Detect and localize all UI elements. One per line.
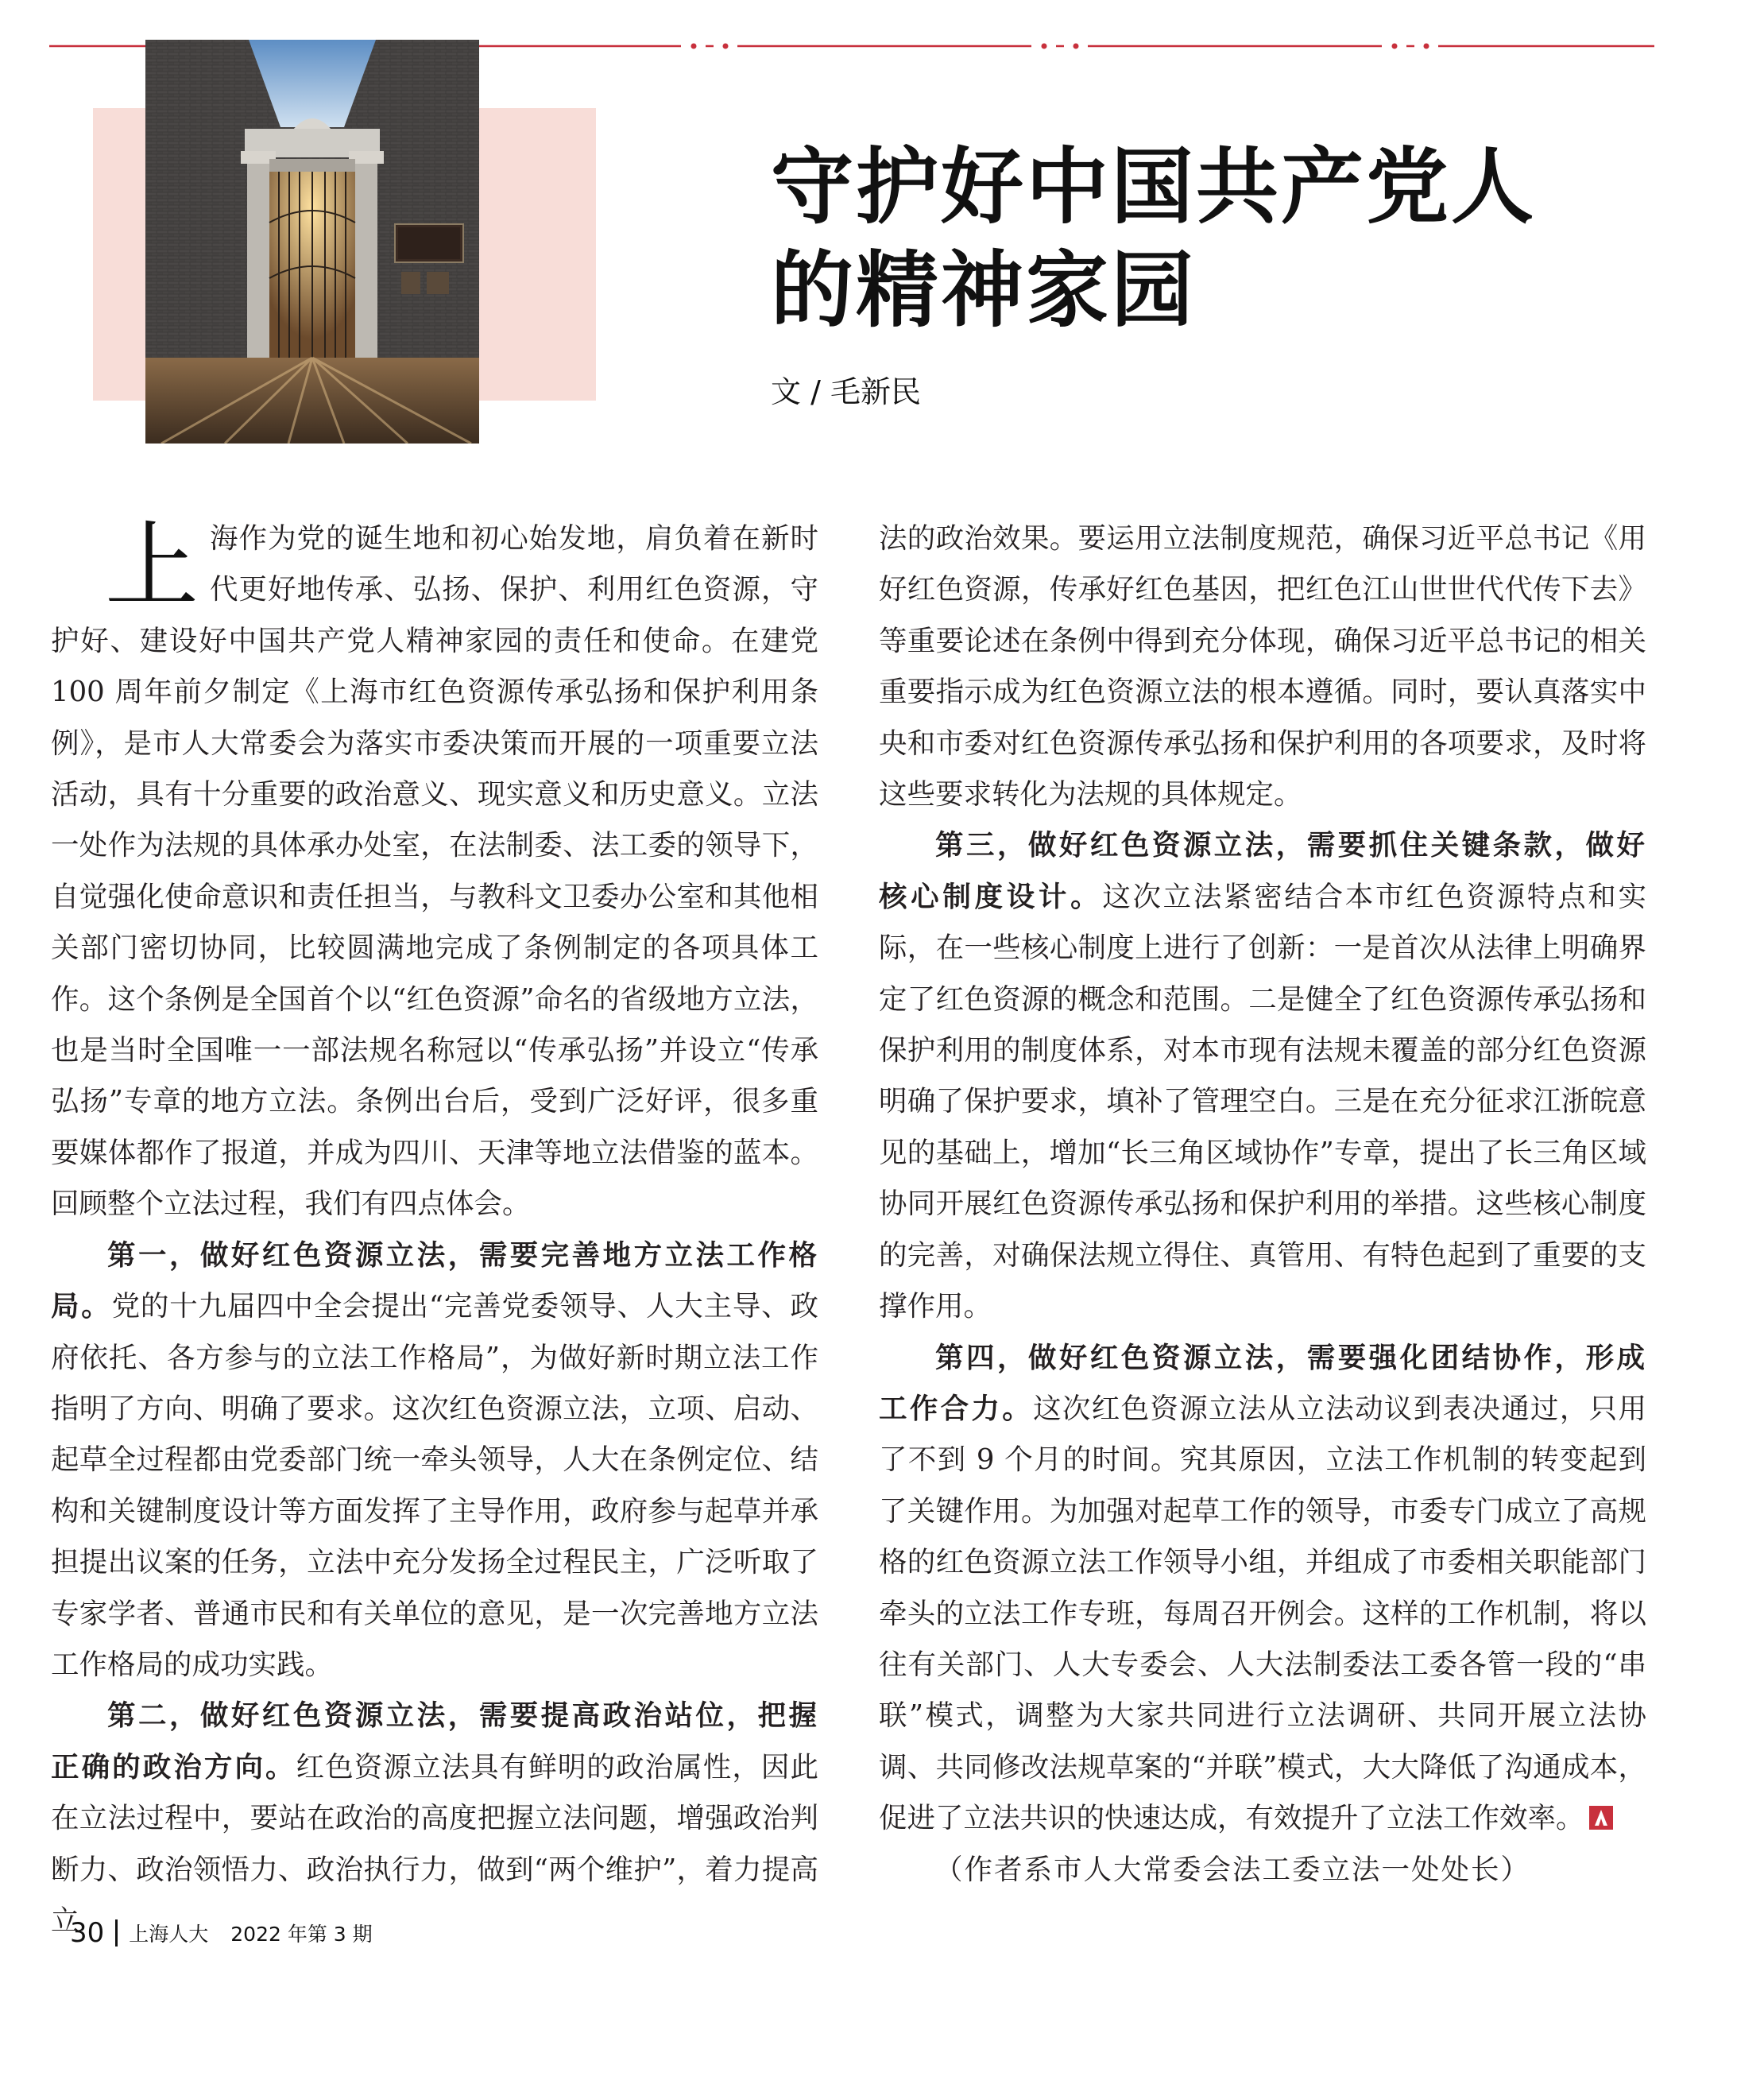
footer-divider	[115, 1919, 118, 1946]
author-byline: 文 / 毛新民	[771, 374, 921, 409]
point-3-heading: 第三，做好红色资源立法，需要抓住关键条款，做好核心制度设计。	[879, 829, 1646, 913]
intro-text: 海作为党的诞生地和初心始发地，肩负着在新时代更好地传承、弘扬、保护、利用红色资源，守护好、建设好中国共产党人精神家园的责任和使命。在建党 100 周年前夕制定《上海市红色资源传承弘扬和保护利用条例》，是市人大常委会为落实市委决策而开展的一项重要立法活动，具有十分重要的政治意义、现实意义和历史意义。立法一处作为法规的具体承办处室，在法制委、法工委的领导下，自觉强化使命意识和责任担当，与教科文卫委办公室和其他相关部门密切协同，比较圆满地完成了条例制定的各项具体工作。这个条例是全国首个以“红色资源”命名的省级地方立法，也是当时全国唯一一部法规名称冠以“传承弘扬”并设立“传承弘扬”专章的地方立法。条例出台后，受到广泛好评，很多重要媒体都作了报道，并成为四川、天津等地立法借鉴的蓝本。回顾整个立法过程，我们有四点体会。	[51, 522, 818, 1221]
article-title	[771, 135, 1724, 342]
magazine-name: 上海人大	[129, 1923, 209, 1946]
paragraph-point-2	[51, 1691, 818, 1946]
issue-info: 2022 年第 3 期	[230, 1923, 373, 1946]
article-column-left	[51, 513, 818, 1946]
drop-cap: 上	[105, 511, 199, 621]
point-4-text: 这次红色资源立法从立法动议到表决通过，只用了不到 9 个月的时间。究其原因，立法工作机制的转变起到了关键作用。为加强对起草工作的领导，市委专门成立了高规格的红色资源立法工作领导小组，并组成了市委相关职能部门牵头的立法工作专班，每周召开例会。这样的工作机制，将以往有关部门、人大专委会、人大法制委法工委各管一段的“串联”模式，调整为大家共同进行立法调研、共同开展立法协调、共同修改法规草案的“并联”模式，大大降低了沟通成本，促进了立法共识的快速达成，有效提升了立法工作效率。	[879, 1392, 1646, 1835]
page-number: 30	[70, 1917, 105, 1949]
point-3-text: 这次立法紧密结合本市红色资源特点和实际，在一些核心制度上进行了创新：一是首次从法律上明确界定了红色资源的概念和范围。二是健全了红色资源传承弘扬和保护利用的制度体系，对本市现有法规未覆盖的部分红色资源明确了保护要求，填补了管理空白。三是在充分征求江浙皖意见的基础上，增加“长三角区域协作”专章，提出了长三角区域协同开展红色资源传承弘扬和保护利用的举措。这些核心制度的完善，对确保法规立得住、真管用、有特色起到了重要的支撑作用。	[879, 880, 1646, 1323]
point-1-heading: 第一，做好红色资源立法，需要完善地方立法工作格局。	[51, 1238, 818, 1323]
author-note: （作者系市人大常委会法工委立法一处处长）	[934, 1853, 1531, 1886]
article-title-line-1: 守护好中国共产党人	[771, 138, 1537, 235]
memorial-gate-photo	[145, 40, 479, 444]
paragraph-point-2-continued: 法的政治效果。要运用立法制度规范，确保习近平总书记《用好红色资源，传承好红色基因，把红色江山世世代代传下去》等重要论述在条例中得到充分体现，确保习近平总书记的相关重要指示成为红色资源立法的根本遵循。同时，要认真落实中央和市委对红色资源传承弘扬和保护利用的各项要求，及时将这些要求转化为法规的具体规定。	[879, 522, 1646, 812]
paragraph-point-3	[879, 820, 1646, 1332]
point-2-text-left: 红色资源立法具有鲜明的政治属性，因此在立法过程中，要站在政治的高度把握立法问题，增强政治判断力、政治领悟力、政治执行力，做到“两个维护”，着力提高立	[51, 1750, 818, 1937]
article-title-line-2: 的精神家园	[771, 242, 1197, 339]
article-end-mark-icon	[1589, 1806, 1613, 1830]
paragraph-point-4	[879, 1333, 1646, 1845]
point-2-heading: 第二，做好红色资源立法，需要提高政治站位，把握正确的政治方向。	[51, 1699, 818, 1784]
paragraph-point-1	[51, 1230, 818, 1691]
page-footer	[70, 1917, 373, 1949]
article-column-right	[879, 513, 1646, 1896]
point-1-text: 党的十九届四中全会提出“完善党委领导、人大主导、政府依托、各方参与的立法工作格局”，为做好新时期立法工作指明了方向、明确了要求。这次红色资源立法，立项、启动、起草全过程都由党委部门统一牵头领导，人大在条例定位、结构和关键制度设计等方面发挥了主导作用，政府参与起草并承担提出议案的任务，立法中充分发扬全过程民主，广泛听取了专家学者、普通市民和有关单位的意见，是一次完善地方立法工作格局的成功实践。	[51, 1290, 818, 1681]
paragraph-intro	[51, 513, 818, 1230]
point-4-heading: 第四，做好红色资源立法，需要强化团结协作，形成工作合力。	[879, 1341, 1646, 1425]
